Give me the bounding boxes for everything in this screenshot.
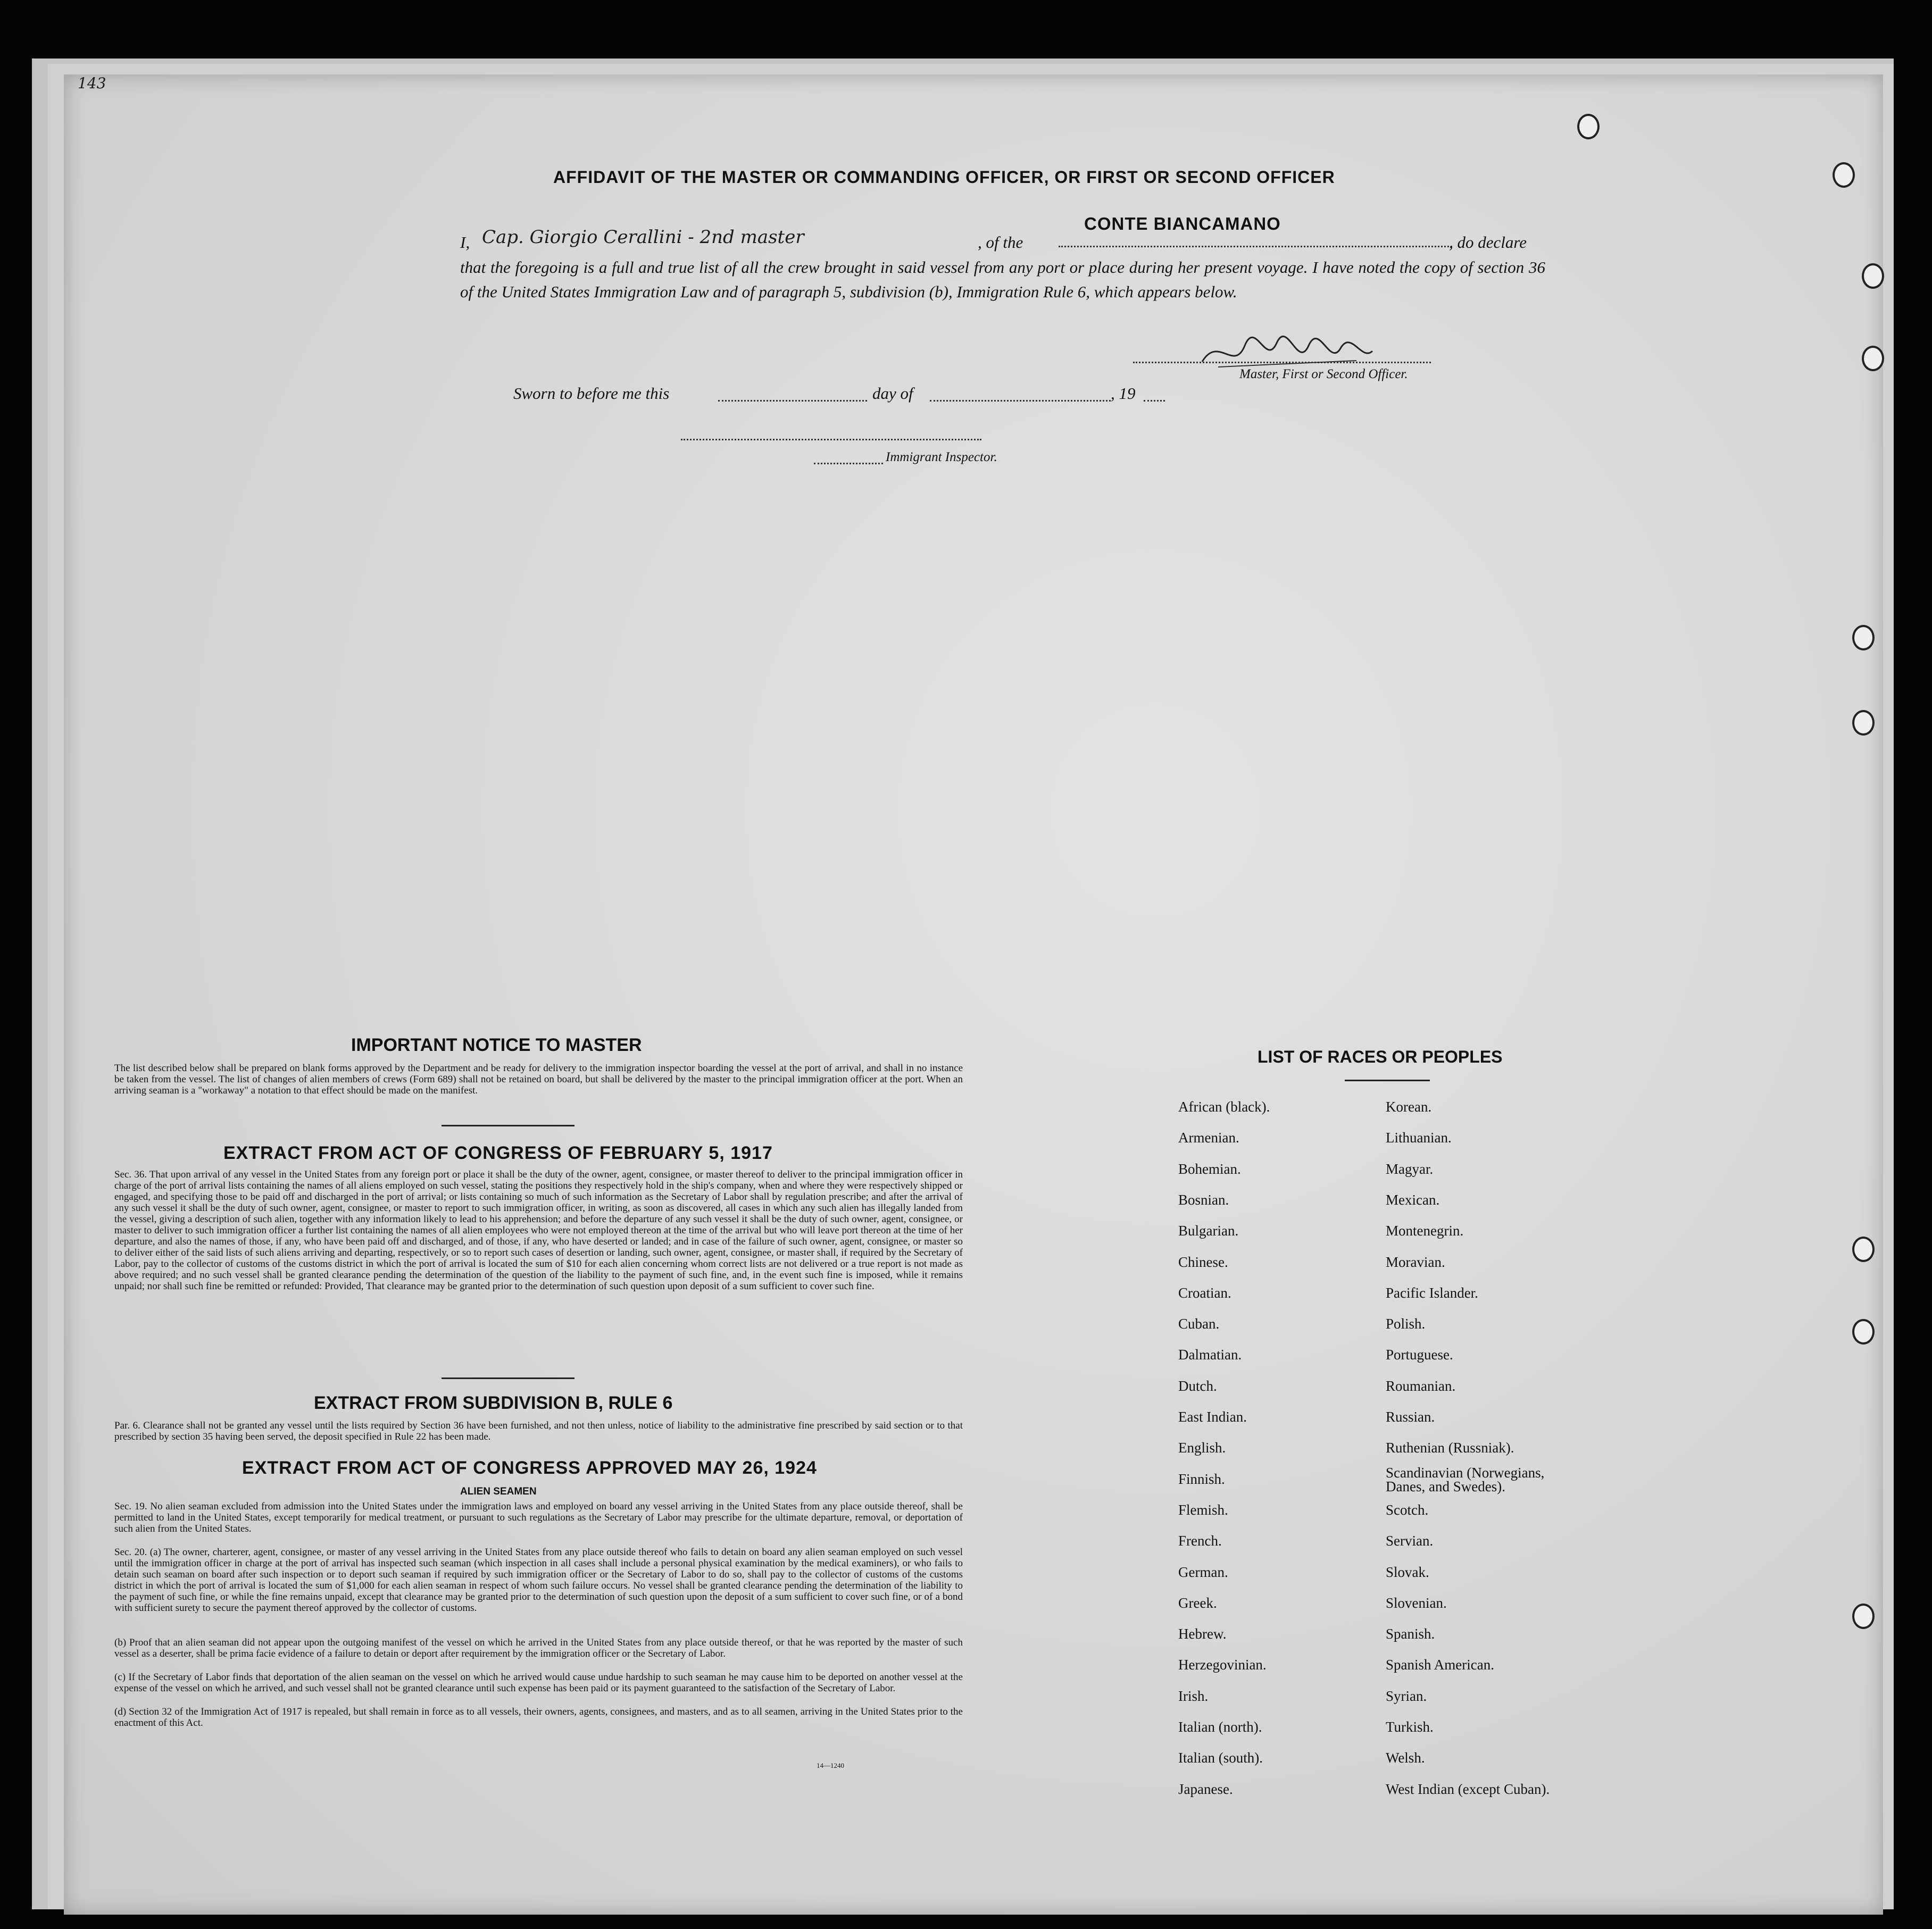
race-item: Pacific Islander.	[1386, 1284, 1478, 1301]
binder-hole-4	[1862, 346, 1884, 371]
race-item: Bulgarian.	[1178, 1223, 1239, 1239]
race-item: Servian.	[1386, 1533, 1434, 1549]
notice-title: IMPORTANT NOTICE TO MASTER	[351, 1035, 642, 1055]
extract-1924-sec20a: Sec. 20. (a) The owner, charterer, agent, consignee, or master of any vessel arriving in the United States from any place outside thereof who fails to detain on board any alien seaman employed on such vessel until the immigration officer in charge at the port of arrival has inspected such seaman (which inspection in all cases shall include a personal physical examination by the medical examiners), or who fails to detain such seaman on board after such inspection or to deport such seaman if required by such immigration officer or the Secretary of Labor to do so, shall pay to the collector of customs of the customs district in which the port of arrival is located the sum of $1,000 for each alien seaman in respect of whom such failure occurs. No vessel shall be granted clearance pending the determination of the liability to the payment of such fine, or while the fine remains unpaid, except that clearance may be granted prior to the determination of such question upon the deposit of a sum sufficient to cover such fine, or of a bond with sufficient surety to secure the payment thereof approved by the collector of customs.	[114, 1547, 963, 1614]
race-item: Armenian.	[1178, 1130, 1239, 1146]
races-title: LIST OF RACES OR PEOPLES	[1258, 1047, 1503, 1066]
races-title-underline	[1345, 1080, 1430, 1081]
race-item: Finnish.	[1178, 1471, 1225, 1487]
vessel-name-line	[1059, 246, 1452, 247]
affidavit-title: AFFIDAVIT OF THE MASTER OR COMMANDING OFFICER, OR FIRST OR SECOND OFFICER	[553, 168, 1335, 187]
extract-1924-sec20b: (b) Proof that an alien seaman did not appear upon the outgoing manifest of the vessel on which he arrived in the United States from any place outside thereof, or that he was reported by the master of such vessel as a deserter, shall be prima facie evidence of a failure to detain or deport after requirement by the immigration officer or the Secretary of Labor.	[114, 1637, 963, 1659]
divider-1	[442, 1125, 574, 1126]
rule6-text: Par. 6. Clearance shall not be granted any vessel until the lists required by Section 36 have been furnished, and not then unless, notice of liability to the administrative fine prescribed by said section or to that prescribed by section 35 having been served, the deposit specified in Rule 22 has been made.	[114, 1420, 963, 1442]
binder-hole-2	[1833, 162, 1855, 188]
race-item: Hebrew.	[1178, 1626, 1227, 1642]
race-item: Bosnian.	[1178, 1191, 1229, 1208]
race-item: Moravian.	[1386, 1254, 1445, 1270]
race-item: Dutch.	[1178, 1377, 1217, 1394]
race-item: Welsh.	[1386, 1750, 1425, 1766]
race-item: Flemish.	[1178, 1501, 1228, 1518]
race-item: Herzegovinian.	[1178, 1657, 1267, 1673]
race-item: Croatian.	[1178, 1284, 1231, 1301]
officer-name: Cap. Giorgio Cerallini - 2nd master	[482, 227, 804, 248]
affidavit-line1-prefix: I,	[460, 233, 470, 252]
race-item: Spanish American.	[1386, 1657, 1494, 1673]
race-item: Slovak.	[1386, 1564, 1429, 1580]
binder-hole-8	[1852, 1319, 1875, 1345]
race-item: Turkish.	[1386, 1719, 1434, 1735]
extract-1924-sec19: Sec. 19. No alien seaman excluded from admission into the United States under the immigration laws and employed on board any vessel arriving in the United States from any place outside thereof, shall be permitted to land in the United States, except temporarily for medical treatment, or pursuant to such regulations as the Secretary of Labor may prescribe for the ultimate departure, removal, or deportation of such alien from the United States.	[114, 1501, 963, 1534]
race-item: Portuguese.	[1386, 1347, 1453, 1363]
race-item: Japanese.	[1178, 1781, 1233, 1797]
affidavit-do-declare: , do declare	[1449, 233, 1527, 252]
race-item: Greek.	[1178, 1594, 1217, 1611]
race-item: West Indian (except Cuban).	[1386, 1781, 1550, 1797]
binder-hole-9	[1852, 1604, 1875, 1629]
extract-1924-sec20d: (d) Section 32 of the Immigration Act of 1917 is repealed, but shall remain in force as to all vessels, their owners, agents, consignees, and masters, and as to all seamen, arriving in the United States prior to the enactment of this Act.	[114, 1706, 963, 1728]
sworn-day-line	[718, 400, 867, 402]
notice-text: The list described below shall be prepared on blank forms approved by the Department and be ready for delivery to the immigration inspector boarding the vessel at the port of arrival, and shall in no instance be taken from the vessel. The list of changes of alien members of crews (Form 689) shall not be retained on board, but shall be delivered by the master to the principal immigration officer at the port. When an arriving seaman is a "workaway" a notation to that effect should be made on the manifest.	[114, 1063, 963, 1096]
sworn-day-of: day of	[872, 384, 913, 403]
race-item: Scotch.	[1386, 1501, 1429, 1518]
inspector-line	[814, 463, 883, 464]
sworn-year-prefix: , 19	[1111, 384, 1136, 403]
race-item: Polish.	[1386, 1316, 1426, 1332]
race-item: Italian (north).	[1178, 1719, 1262, 1735]
binder-hole-7	[1852, 1237, 1875, 1262]
race-item: Cuban.	[1178, 1316, 1220, 1332]
inspector-caption: Immigrant Inspector.	[886, 450, 997, 464]
race-item: German.	[1178, 1564, 1228, 1580]
race-item: Spanish.	[1386, 1626, 1435, 1642]
binder-hole-6	[1852, 710, 1875, 736]
extract-1917-title: EXTRACT FROM ACT OF CONGRESS OF FEBRUARY 5, 1917	[223, 1143, 773, 1163]
inspector-line-upper	[681, 439, 981, 440]
race-item: Russian.	[1386, 1409, 1435, 1425]
race-item: Chinese.	[1178, 1254, 1228, 1270]
race-item: East Indian.	[1178, 1409, 1247, 1425]
race-item: French.	[1178, 1533, 1222, 1549]
race-item: African (black).	[1178, 1099, 1270, 1115]
affidavit-of-the: , of the	[978, 233, 1023, 252]
signature-caption: Master, First or Second Officer.	[1239, 367, 1408, 381]
race-item: Bohemian.	[1178, 1160, 1241, 1177]
sworn-month-line	[930, 400, 1111, 402]
race-item: Lithuanian.	[1386, 1130, 1452, 1146]
race-item: Slovenian.	[1386, 1594, 1447, 1611]
extract-1924-title: EXTRACT FROM ACT OF CONGRESS APPROVED MAY 26, 1924	[242, 1458, 817, 1478]
divider-2	[442, 1377, 574, 1379]
race-item: Roumanian.	[1386, 1377, 1456, 1394]
race-item: Mexican.	[1386, 1191, 1440, 1208]
form-number: 14—1240	[817, 1761, 844, 1769]
extract-1917-text: Sec. 36. That upon arrival of any vessel in the United States from any foreign port or place it shall be the duty of the owner, agent, consignee, or master thereof to deliver to the principal immigration officer in charge of the port of arrival lists containing the names of all aliens employed on such vessel, stating the positions they respectively hold in the ship's company, when and where they were respectively shipped or engaged, and specifying those to be paid off and discharged in the port of arrival; or lists containing so much of such information as the Secretary of Labor shall by regulation prescribe; and after the arrival of any such vessel it shall be the duty of such owner, agent, consignee, or master to report to such immigration officer, in writing, as soon as discovered, all cases in which any such alien has illegally landed from the vessel, giving a description of such alien, together with any information likely to lead to his apprehension; and before the departure of any such vessel it shall be the duty of such owner, agent, consignee, or master to deliver to such immigration officer a further list containing the names of all alien employees who were not employed thereon at the time of the arrival but who will leave port thereon at the time of her departure, and also the names of those, if any, who have been paid off and discharged, and of those, if any, who have deserted or landed; and in case of the failure of such owner, agent, consignee, or master so to deliver either of the said lists of such aliens arriving and departing, respectively, or so to report such cases of desertion or landing, such owner, agent, consignee, or master shall, if required by the Secretary of Labor, pay to the collector of customs of the customs district in which the port of arrival is located the sum of $10 for each alien concerning whom correct lists are not delivered or a true report is not made as above required; and no such vessel shall be granted clearance pending the determination of the question of the liability to the payment of such fine, and, in the event such fine is imposed, while it remains unpaid; nor shall such fine be remitted or refunded: Provided, That clearance may be granted prior to the determination of such question upon deposit of a sum sufficient to cover such fine.	[114, 1169, 963, 1292]
race-item: Montenegrin.	[1386, 1223, 1464, 1239]
race-item: Magyar.	[1386, 1160, 1434, 1177]
affidavit-body: that the foregoing is a full and true list of all the crew brought in said vessel from any port or place during her present voyage. I have noted the copy of section 36 of the United States Immigration Law and of paragraph 5, subdivision (b), Immigration Rule 6, which appears below.	[460, 258, 1545, 301]
race-item: Syrian.	[1386, 1688, 1427, 1704]
race-item: Dalmatian.	[1178, 1347, 1242, 1363]
binder-hole-1	[1577, 114, 1600, 139]
extract-1924-sec20c: (c) If the Secretary of Labor finds that deportation of the alien seaman on the vessel on which he arrived would cause undue hardship to such seaman he may cause him to be deported on another vessel at the expense of the vessel on which he arrived, and such vessel shall not be granted clearance until such expense has been paid or its payment guaranteed to the satisfaction of the Secretary of Labor.	[114, 1672, 963, 1694]
race-item: Italian (south).	[1178, 1750, 1263, 1766]
sworn-year-line	[1144, 400, 1165, 402]
extract-1924-subtitle: ALIEN SEAMEN	[460, 1486, 537, 1497]
rule6-title: EXTRACT FROM SUBDIVISION B, RULE 6	[314, 1393, 673, 1413]
binder-hole-3	[1862, 263, 1884, 289]
sworn-prefix: Sworn to before me this	[513, 384, 670, 403]
race-item: Ruthenian (Russniak).	[1386, 1440, 1514, 1456]
race-item: English.	[1178, 1440, 1226, 1456]
race-item: Irish.	[1178, 1688, 1209, 1704]
binder-hole-5	[1852, 625, 1875, 650]
manifest-page	[64, 74, 1883, 1915]
race-item: Scandinavian (Norwegians, Danes, and Swedes).	[1386, 1464, 1545, 1494]
vessel-name-stamp: CONTE BIANCAMANO	[1084, 214, 1281, 233]
corner-mark: 143	[78, 74, 106, 92]
race-item: Korean.	[1386, 1099, 1432, 1115]
